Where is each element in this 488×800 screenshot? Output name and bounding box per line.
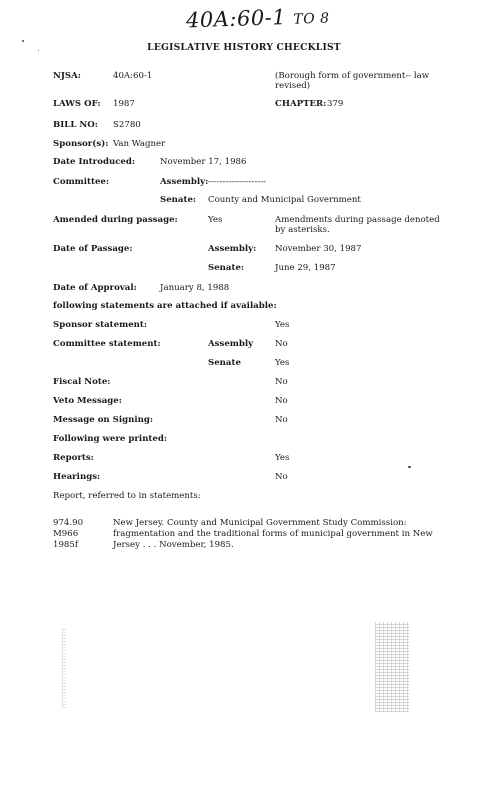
- following-statements-heading: following statements are attached if available:: [53, 301, 277, 311]
- committee-statement-assembly-value: No: [275, 339, 288, 349]
- scan-speck: [38, 50, 39, 51]
- scan-speck: [408, 466, 411, 468]
- passage-assembly-value: November 30, 1987: [275, 244, 362, 254]
- committee-statement-label: Committee statement:: [53, 339, 161, 349]
- amended-label: Amended during passage:: [53, 215, 178, 225]
- reference-call-number: [53, 518, 83, 551]
- amended-note-line1: Amendments during passage denoted: [275, 215, 440, 225]
- passage-senate-label: Senate:: [208, 263, 245, 273]
- bill-no-label: BILL NO:: [53, 120, 98, 130]
- laws-of-label: LAWS OF:: [53, 99, 101, 109]
- veto-message-value: No: [275, 396, 288, 406]
- passage-assembly-label: Assembly:: [208, 244, 257, 254]
- reference-code-line3: 1985f: [53, 540, 79, 550]
- scan-noise-right: [375, 622, 409, 712]
- committee-assembly-value: --------------------: [208, 177, 267, 187]
- reference-code-line2: M966: [53, 529, 79, 539]
- committee-label: Committee:: [53, 177, 110, 187]
- sponsor-statement-label: Sponsor statement:: [53, 320, 148, 330]
- sponsor-label: Sponsor(s):: [53, 139, 109, 149]
- bill-no-value: S2780: [113, 120, 141, 130]
- sponsor-statement-value: Yes: [275, 320, 290, 330]
- veto-message-label: Veto Message:: [53, 396, 122, 406]
- reference-code-line1: 974.90: [53, 518, 84, 528]
- message-on-signing-label: Message on Signing:: [53, 415, 154, 425]
- reference-desc-line3: Jersey . . . November, 1985.: [113, 540, 234, 550]
- reports-label: Reports:: [53, 453, 94, 463]
- handwritten-header: [186, 4, 330, 33]
- njsa-note-line2: revised): [275, 81, 311, 91]
- report-referred-heading: Report, referred to in statements:: [53, 491, 201, 501]
- njsa-label: NJSA:: [53, 71, 81, 81]
- committee-statement-senate-label: Senate: [208, 358, 241, 368]
- hearings-label: Hearings:: [53, 472, 101, 482]
- chapter-value: 379: [327, 99, 344, 109]
- fiscal-note-value: No: [275, 377, 288, 387]
- page-title: LEGISLATIVE HISTORY CHECKLIST: [147, 42, 341, 53]
- reference-description: [113, 518, 433, 551]
- sponsor-value: Van Wagner: [113, 139, 166, 149]
- reference-desc-line2: fragmentation and the traditional forms of municipal government in New: [113, 529, 433, 539]
- committee-assembly-label: Assembly:: [160, 177, 209, 187]
- njsa-note-line1: (Borough form of government-- law: [275, 71, 430, 81]
- date-of-approval-label: Date of Approval:: [53, 283, 137, 293]
- njsa-value: 40A:60-1: [113, 71, 153, 81]
- laws-of-value: 1987: [113, 99, 135, 109]
- fiscal-note-label: Fiscal Note:: [53, 377, 111, 387]
- reports-value: Yes: [275, 453, 290, 463]
- date-introduced-value: November 17, 1986: [160, 157, 247, 167]
- scan-noise-left: [62, 628, 66, 708]
- amended-note-line2: by asterisks.: [275, 225, 330, 235]
- message-on-signing-value: No: [275, 415, 288, 425]
- date-of-passage-label: Date of Passage:: [53, 244, 133, 254]
- chapter-label: CHAPTER:: [275, 99, 327, 109]
- reference-desc-line1: New Jersey. County and Municipal Government Study Commission:: [113, 518, 407, 528]
- committee-senate-value: County and Municipal Government: [208, 195, 361, 205]
- amended-value: Yes: [208, 215, 223, 225]
- hearings-value: No: [275, 472, 288, 482]
- handwritten-citation: 40A:60-1: [185, 5, 287, 33]
- handwritten-range: TO 8: [293, 10, 330, 28]
- date-of-approval-value: January 8, 1988: [160, 283, 230, 293]
- committee-senate-label: Senate:: [160, 195, 197, 205]
- date-introduced-label: Date Introduced:: [53, 157, 136, 167]
- following-printed-heading: Following were printed:: [53, 434, 168, 444]
- scan-speck: [22, 40, 24, 42]
- committee-statement-senate-value: Yes: [275, 358, 290, 368]
- passage-senate-value: June 29, 1987: [275, 263, 336, 273]
- committee-statement-assembly-label: Assembly: [208, 339, 254, 349]
